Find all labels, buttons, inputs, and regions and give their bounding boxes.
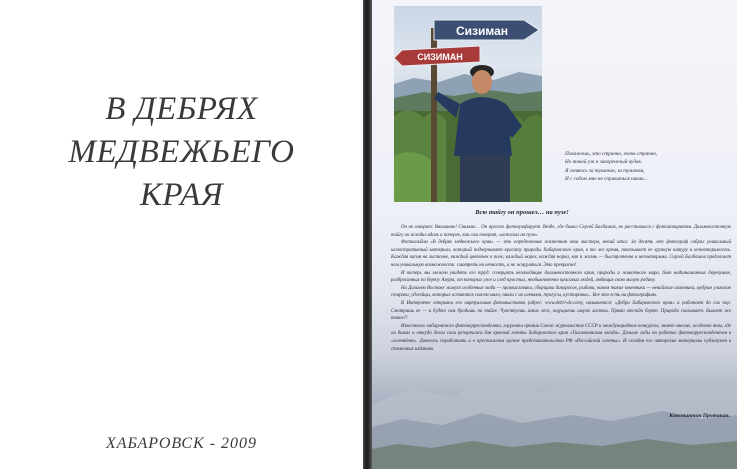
book-title bbox=[0, 88, 363, 217]
paragraph: На Дальнем Востоке живут особенные люди — промысловики, сборщики дикоросов, рыбаки, ничем такие кочевники — ненайские охотники, мудрые ульчские старики, удэгейцы, которых остаются совсем мало, нивхи с их оленями, тунгусы, кустарники... Все это есть на фотографиях. bbox=[391, 285, 731, 299]
left-page bbox=[0, 0, 363, 469]
title-line-2: МЕДВЕЖЬЕГО bbox=[68, 134, 295, 170]
mountain-background bbox=[372, 349, 737, 469]
paragraph: Он не говорит: Внимание! Снимаю… Он просто фотографирует. Везде, где бывал Сергей Балбашов, не расставался с фотоаппаратом. Дальневосточную тайгу он исходил вдоль и поперек, как сам говорит, «исползал на пузе». bbox=[391, 225, 731, 238]
title-line-1: В ДЕБРЯХ bbox=[105, 91, 258, 127]
poem-line: Я гоняюсь за туманом, за туманом, bbox=[565, 167, 645, 174]
sign-bottom-text: СИЗИМАН bbox=[417, 52, 463, 62]
city-year: ХАБАРОВСК - 2009 bbox=[105, 435, 258, 452]
poem bbox=[565, 150, 733, 184]
article-text bbox=[391, 224, 731, 353]
photo-caption: Всю тайгу он прошел… на пузе! bbox=[475, 209, 569, 216]
book-spine bbox=[363, 0, 372, 469]
right-page bbox=[372, 0, 737, 469]
poem-line: Но такой уж я закоренелый чудак. bbox=[565, 159, 643, 166]
photographer-photo bbox=[394, 6, 542, 202]
poem-line: Покажешь, это странно, очень странно, bbox=[565, 151, 658, 157]
paragraph: Известного хабаровского фотокорреспондента, лауреата премии Союза журналистов СССР и международных конкурсов, знают многие, особенно там, где он бывал и откуда делал свои репортажи для краевой газеты Хабаровского края «Тихоокеанская звезда». Дольше годы он работал фотокорреспондентом в «газетёнке». Довелось поработать и в престижном органе представительства РФ «Российской газеты». И сегодня его авторские материалы публикуют в столичных изданиях. bbox=[391, 323, 731, 352]
paragraph: В Интернете открыта его виртуальная фотовыставка (адрес: www.debri-dv.com), называется: «Дебри Хабаровского края» и работает до сих пор. Смотришь ее — и будто сам бродишь по тайге. Чувствуешь запах леса, ощущаешь шорох листвы. Прямо отсюда берет. Природа сказывает. Бывает же такое?! bbox=[391, 300, 731, 322]
title-line-3: КРАЯ bbox=[139, 177, 224, 213]
author-signature: Константин Протакин. bbox=[669, 413, 730, 419]
paragraph: Фотоальбом «В дебрях медвежьего края» — это определенная жизненная веха мастера, некий итог. За десять лет фотограф собрал уникальный иллюстративный материал, который подчеркивает красоту природы Хабаровского края, в то же время, показывает ее хрупкую натуру и неповторимость. Каждая капля на листочке, каждый цветочек в поле, каждый морех, каждая норка, как и жизнь — быстротечна и неповторима. Сергей Балбашов предлагает нам уникальную возможность: смотреть на вечность, и не жмуриться. Это прекрасно! bbox=[391, 240, 731, 268]
sign-top-text: Сизиман bbox=[455, 24, 509, 38]
poem-line: И с собою мне не справиться никак... bbox=[565, 176, 648, 183]
paragraph: И теперь мы можем увидеть его труд: созерцать незаходящие дальневосточного края, природы и животного мира, быт надшнашанных деревушек, разбросанных по берегу Амура, от которых уже и след простыл, необыкновенно красивых людей, любящих свою малую родину. bbox=[391, 270, 731, 284]
